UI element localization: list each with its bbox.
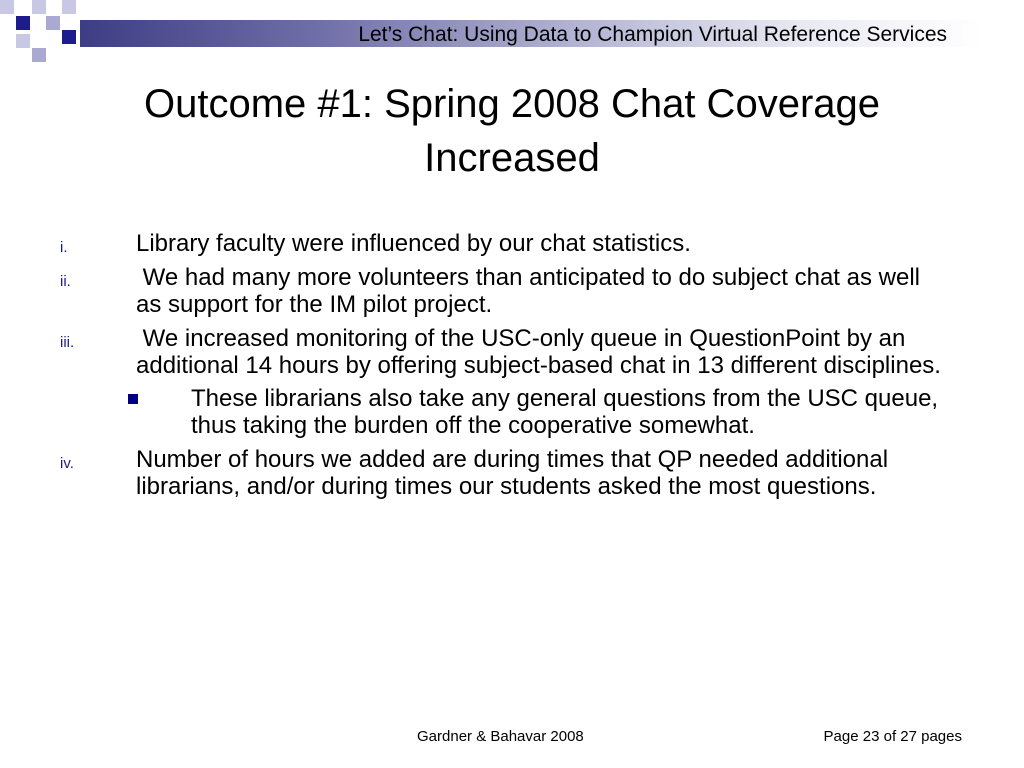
corner-square xyxy=(46,16,60,30)
corner-square xyxy=(32,0,46,14)
corner-square xyxy=(0,0,14,14)
corner-square xyxy=(62,30,76,44)
footer-page-number: Page 23 of 27 pages xyxy=(823,728,962,745)
list-number: iii. xyxy=(60,334,75,351)
corner-square xyxy=(16,34,30,48)
slide-title: Outcome #1: Spring 2008 Chat Coverage Increased xyxy=(144,82,880,180)
list-number: i. xyxy=(60,239,68,256)
list-item xyxy=(0,325,1024,379)
footer-author: Gardner & Bahavar 2008 xyxy=(417,728,584,745)
sub-list-item-text: These librarians also take any general questions from the USC queue, thus taking the burden off the cooperative somewhat. xyxy=(191,385,939,439)
list-item-text: Number of hours we added are during times that QP needed additional librarians, and/or during times our students asked the most questions. xyxy=(136,446,889,500)
outcome-list xyxy=(0,230,1024,507)
corner-square xyxy=(32,48,46,62)
list-item xyxy=(0,446,1024,500)
list-item xyxy=(0,230,1024,257)
square-bullet-icon xyxy=(128,394,138,404)
list-item-text: We had many more volunteers than anticipated to do subject chat as well as support for the IM pilot project. xyxy=(136,264,927,318)
list-item-text: Library faculty were influenced by our chat statistics. xyxy=(136,230,691,257)
list-item xyxy=(0,264,1024,318)
sub-list-item xyxy=(0,385,1024,439)
list-number: iv. xyxy=(60,455,74,472)
corner-square xyxy=(16,16,30,30)
corner-decoration xyxy=(0,0,80,64)
corner-square xyxy=(62,0,76,14)
list-number: ii. xyxy=(60,273,71,290)
list-item-text: We increased monitoring of the USC-only queue in QuestionPoint by an additional 14 hours by offering subject-based chat in 13 different disciplines. xyxy=(136,325,941,379)
header-title: Let’s Chat: Using Data to Champion Virtual Reference Services xyxy=(358,23,947,46)
